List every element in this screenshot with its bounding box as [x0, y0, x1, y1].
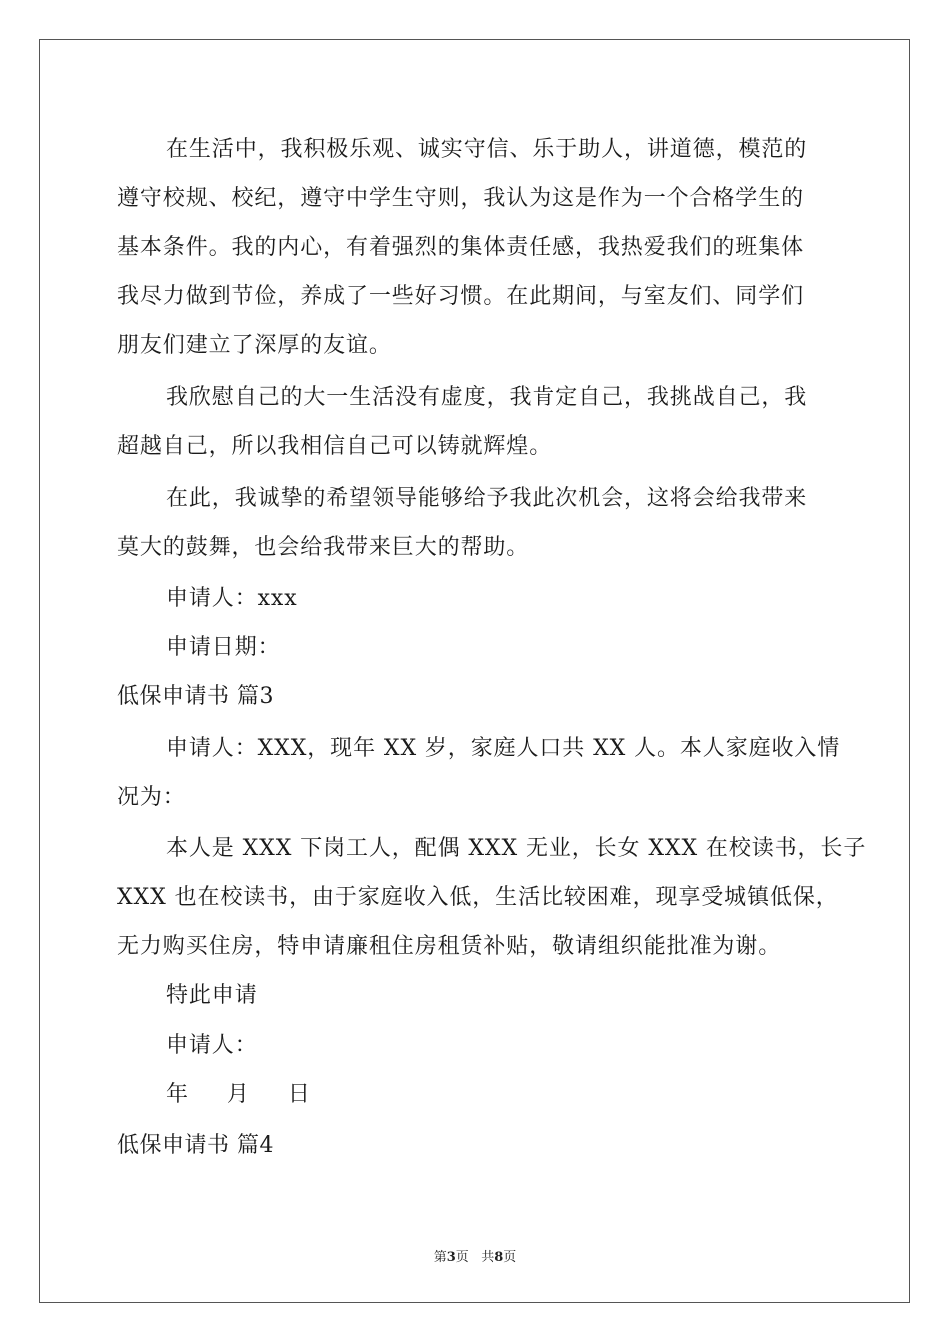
current-page-number: 3 [446, 1250, 456, 1265]
signature-applicant-line: 申请人： [166, 1033, 258, 1058]
paragraph-line: 本人是 XXX 下岗工人，配偶 XXX 无业，长女 XXX 在校读书，长子 [166, 836, 867, 861]
closing-line: 特此申请 [166, 983, 258, 1008]
section-heading: 低保申请书 篇3 [117, 684, 274, 709]
footer-page-word: 页 [455, 1250, 469, 1265]
paragraph-line: XXX 也在校读书，由于家庭收入低，生活比较困难，现享受城镇低保， [117, 885, 839, 910]
page-footer [0, 1246, 950, 1265]
signature-date-line [166, 1069, 311, 1121]
day-label: 日 [287, 1082, 311, 1107]
paragraph-line: 超越自己，所以我相信自己可以铸就辉煌。 [117, 434, 553, 459]
paragraph-line: 况为： [117, 785, 186, 810]
section-heading: 低保申请书 篇4 [117, 1133, 274, 1158]
footer-total-suffix: 页 [503, 1250, 517, 1265]
paragraph-line: 我欣慰自己的大一生活没有虚度，我肯定自己，我挑战自己，我 [166, 385, 808, 410]
paragraph-line: 申请人：XXX，现年 XX 岁，家庭人口共 XX 人。本人家庭收入情 [166, 736, 841, 761]
year-label: 年 [166, 1082, 189, 1107]
paragraph-line: 基本条件。我的内心，有着强烈的集体责任感，我热爱我们的班集体 [117, 235, 805, 260]
applicant-line: 申请人：xxx [166, 586, 298, 611]
paragraph-line: 莫大的鼓舞，也会给我带来巨大的帮助。 [117, 535, 530, 560]
month-label: 月 [226, 1082, 250, 1107]
paragraph-line: 我尽力做到节俭，养成了一些好习惯。在此期间，与室友们、同学们 [117, 284, 805, 309]
paragraph-line: 无力购买住房，特申请廉租住房租赁补贴，敬请组织能批准为谢。 [117, 934, 782, 959]
paragraph-line: 遵守校规、校纪，遵守中学生守则，我认为这是作为一个合格学生的 [117, 186, 805, 211]
total-pages-number: 8 [494, 1250, 504, 1265]
footer-prefix: 第 [433, 1250, 447, 1265]
footer-total-prefix: 共 [481, 1250, 495, 1265]
paragraph-line: 朋友们建立了深厚的友谊。 [117, 333, 392, 358]
paragraph-line: 在此，我诚挚的希望领导能够给予我此次机会，这将会给我带来 [166, 486, 808, 511]
paragraph-line: 在生活中，我积极乐观、诚实守信、乐于助人，讲道德，模范的 [166, 137, 808, 162]
application-date-line: 申请日期： [166, 635, 281, 660]
